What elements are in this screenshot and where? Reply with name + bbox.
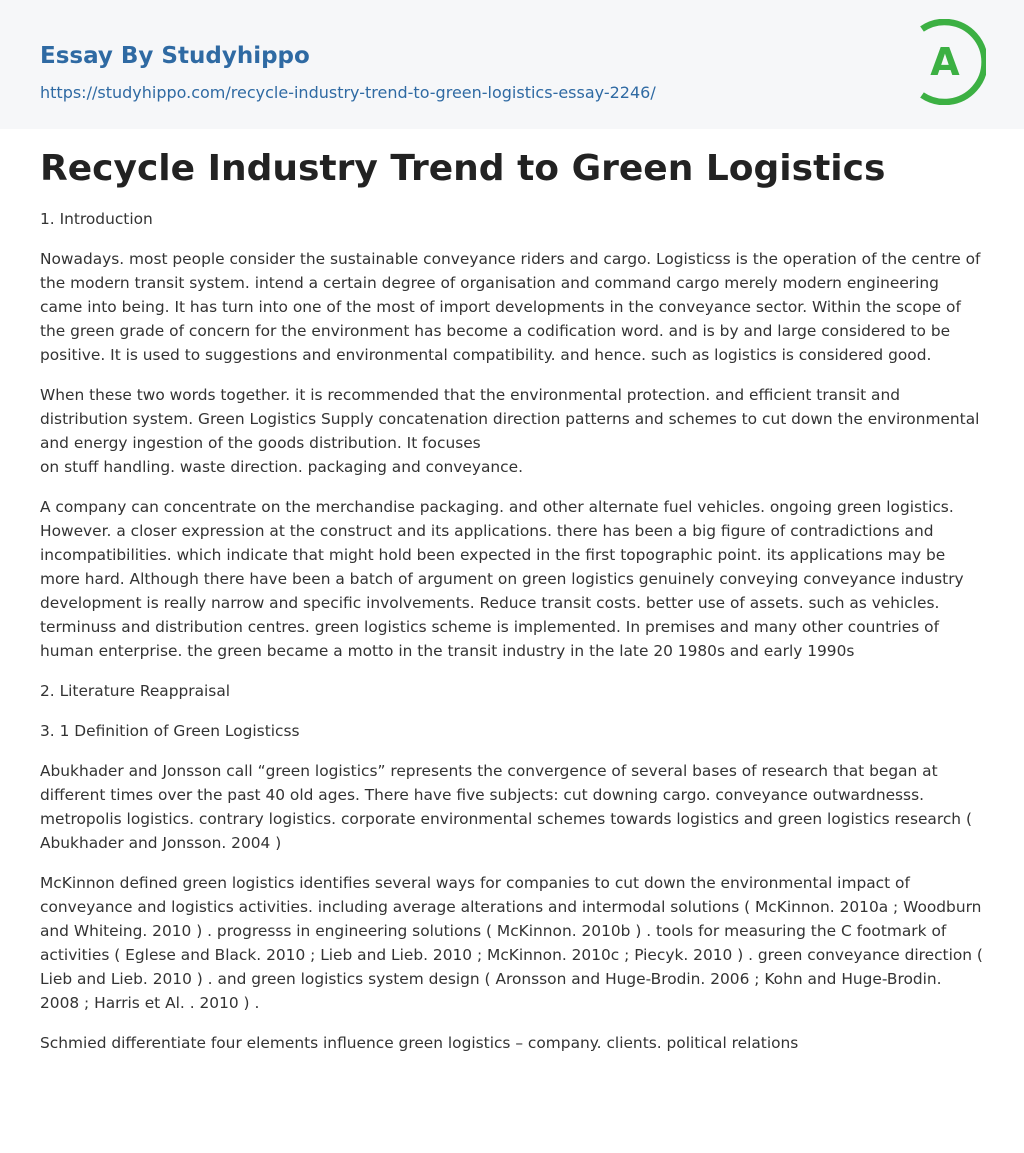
article-paragraph: 1. Introduction	[40, 210, 153, 228]
article	[0, 129, 1024, 1055]
studyhippo-logo[interactable]	[914, 19, 986, 105]
article-paragraph: Abukhader and Jonsson call “green logistics” represents the convergence of several bases of research that began at different times over the past 40 old ages. There have five subjects: cut downing cargo. conveyance outwardnesss. metropolis logistics. contrary logistics. corporate environmental schemes towards logistics and green logistics research ( Abukhader and Jonsson. 2004 )	[40, 762, 972, 852]
essay-url-link[interactable]: https://studyhippo.com/recycle-industry-trend-to-green-logistics-essay-2246/	[40, 83, 656, 102]
site-brand: Essay By Studyhippo	[40, 43, 310, 69]
article-paragraph: When these two words together. it is recommended that the environmental protection. and efficient transit and distribution system. Green Logistics Supply concatenation direction patterns and schemes to cut down the environmental and energy ingestion of the goods distribution. It focuses on stuff handling. waste direction. packaging and conveyance.	[40, 386, 980, 476]
article-paragraph: Nowadays. most people consider the sustainable conveyance riders and cargo. Logisticss is the operation of the centre of the modern transit system. intend a certain degree of organisation and command cargo merely modern engineering came into being. It has turn into one of the most of import developments in the conveyance sector. Within the scope of the green grade of concern for the environment has become a codification word. and is by and large considered to be positive. It is used to suggestions and environmental compatibility. and hence. such as logistics is considered good.	[40, 250, 981, 364]
article-paragraph: McKinnon defined green logistics identifies several ways for companies to cut down the environmental impact of conveyance and logistics activities. including average alterations and intermodal solutions ( McKinnon. 2010a ; Woodburn and Whiteing. 2010 ) . progresss in engineering solutions ( McKinnon. 2010b ) . tools for measuring the C footmark of activities ( Eglese and Black. 2010 ; Lieb and Lieb. 2010 ; McKinnon. 2010c ; Piecyk. 2010 ) . green conveyance direction ( Lieb and Lieb. 2010 ) . and green logistics system design ( Aronsson and Huge-Brodin. 2006 ; Kohn and Huge-Brodin. 2008 ; Harris et Al. . 2010 ) .	[40, 874, 983, 1012]
article-paragraph: 2. Literature Reappraisal	[40, 682, 231, 700]
article-paragraph: Schmied differentiate four elements influence green logistics – company. clients. political relations	[40, 1034, 799, 1052]
article-title: Recycle Industry Trend to Green Logistics	[40, 148, 886, 189]
logo-letter: A	[930, 40, 960, 84]
article-paragraph: 3. 1 Definition of Green Logisticss	[40, 722, 300, 740]
article-paragraph: A company can concentrate on the merchandise packaging. and other alternate fuel vehicles. ongoing green logistics. However. a closer expression at the construct and its applications. there has been a big figure of contradictions and incompatibilities. which indicate that might hold been expected in the first topographic point. its applications may be more hard. Although there have been a batch of argument on green logistics genuinely conveying conveyance industry development is really narrow and specific involvements. Reduce transit costs. better use of assets. such as vehicles. terminuss and distribution centres. green logistics scheme is implemented. In premises and many other countries of human enterprise. the green became a motto in the transit industry in the late 20 1980s and early 1990s	[40, 498, 964, 660]
site-header	[0, 0, 1024, 129]
